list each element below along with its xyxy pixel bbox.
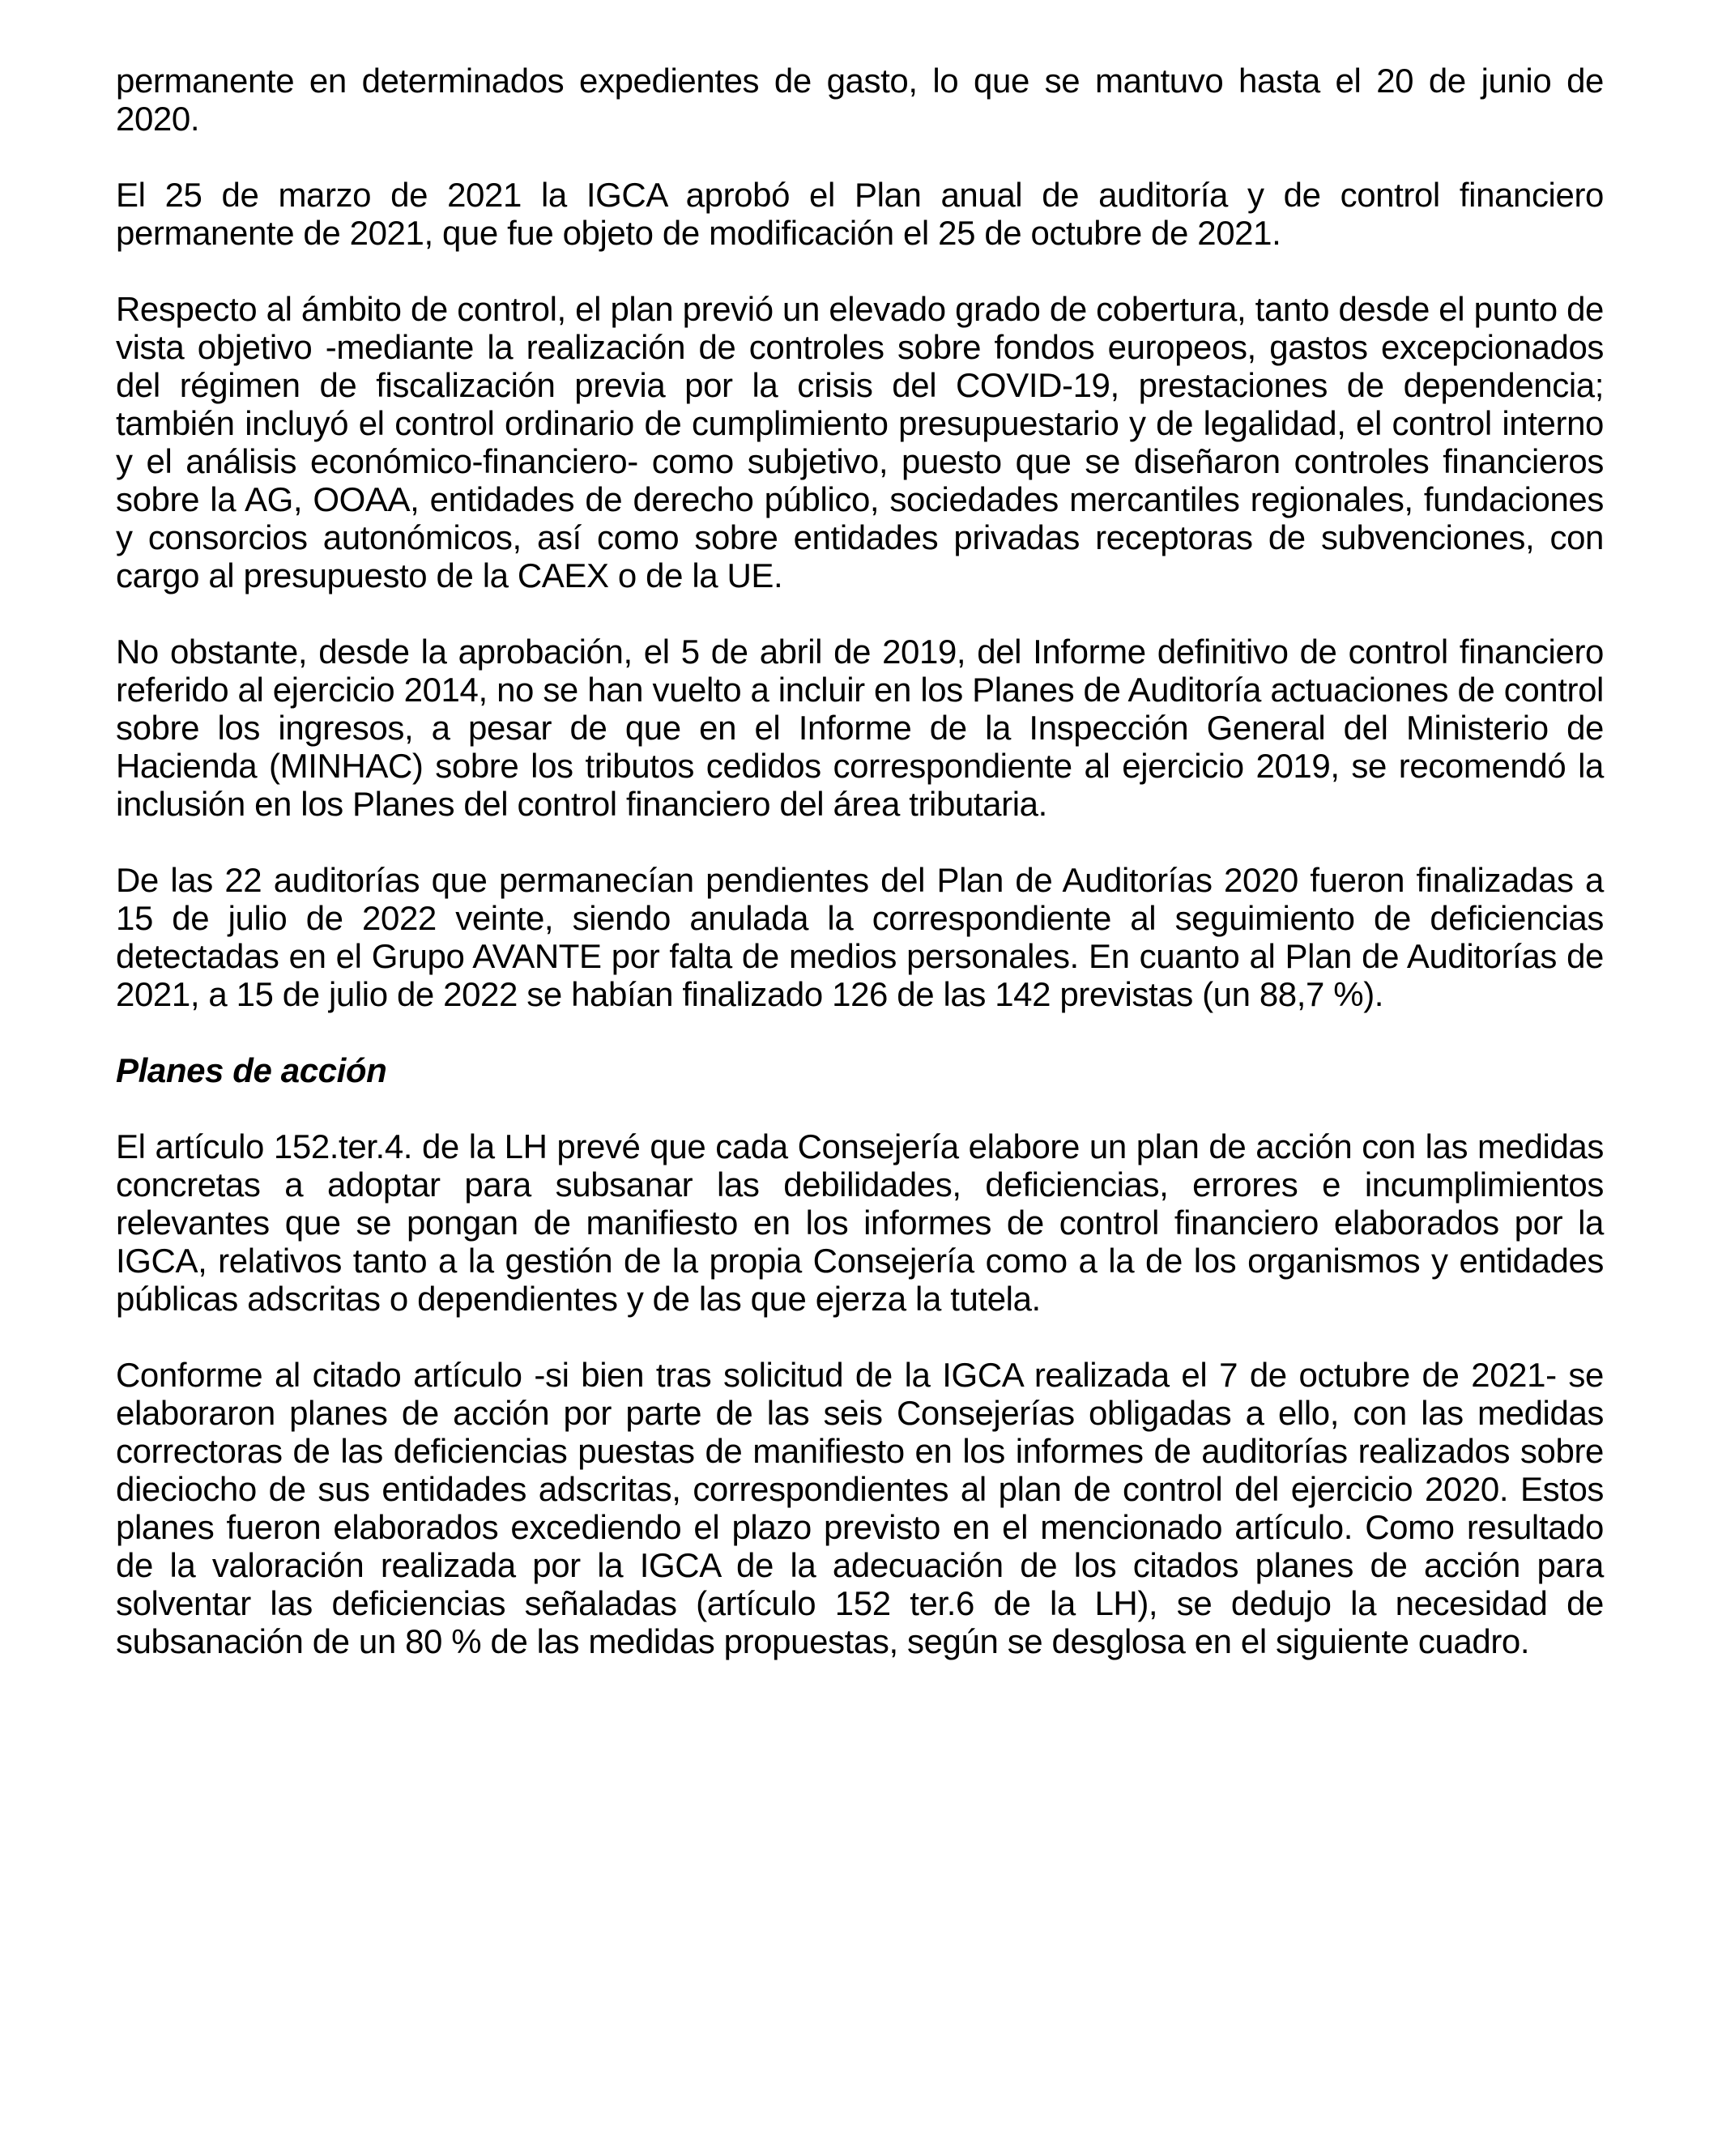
paragraph-no-obstante-ingresos: No obstante, desde la aprobación, el 5 de abril de 2019, del Informe definitivo de control financiero referido al ejercicio 2014, no se han vuelto a incluir en los Planes de Auditoría actuaciones de control sobre los ingresos, a pesar de que en el Informe de la Inspección General del Ministerio de Hacienda (MINHAC) sobre los tributos cedidos correspondiente al ejercicio 2019, se recomendó la inclusión en los Planes del control financiero del área tributaria. [116, 633, 1604, 823]
paragraph-conforme-citado-articulo: Conforme al citado artículo -si bien tras solicitud de la IGCA realizada el 7 de octubre de 2021- se elaboraron planes de acción por parte de las seis Consejerías obligadas a ello, con las medidas correctoras de las deficiencias puestas de manifiesto en los informes de auditorías realizados sobre dieciocho de sus entidades adscritas, correspondientes al plan de control del ejercicio 2020. Estos planes fueron elaborados excediendo el plazo previsto en el mencionado artículo. Como resultado de la valoración realizada por la IGCA de la adecuación de los citados planes de acción para solventar las deficiencias señaladas (artículo 152 ter.6 de la LH), se dedujo la necesidad de subsanación de un 80 % de las medidas propuestas, según se desglosa en el siguiente cuadro. [116, 1356, 1604, 1660]
paragraph-ambito-de-control: Respecto al ámbito de control, el plan previó un elevado grado de cobertura, tanto desde el punto de vista objetivo -mediante la realización de controles sobre fondos europeos, gastos excepcionados del régimen de fiscalización previa por la crisis del COVID-19, prestaciones de dependencia; también incluyó el control ordinario de cumplimiento presupuestario y de legalidad, el control interno y el análisis económico-financiero- como subjetivo, puesto que se diseñaron controles financieros sobre la AG, OOAA, entidades de derecho público, sociedades mercantiles regionales, fundaciones y consorcios autonómicos, así como sobre entidades privadas receptoras de subvenciones, con cargo al presupuesto de la CAEX o de la UE. [116, 290, 1604, 594]
paragraph-plan-anual-auditoria: El 25 de marzo de 2021 la IGCA aprobó el Plan anual de auditoría y de control financiero permanente de 2021, que fue objeto de modificación el 25 de octubre de 2021. [116, 176, 1604, 252]
section-heading-planes-de-accion: Planes de acción [116, 1051, 387, 1089]
paragraph-permanente-expedientes: permanente en determinados expedientes de gasto, lo que se mantuvo hasta el 20 de junio de 2020. [116, 62, 1604, 138]
paragraph-articulo-152-ter-4: El artículo 152.ter.4. de la LH prevé que cada Consejería elabore un plan de acción con las medidas concretas a adoptar para subsanar las debilidades, deficiencias, errores e incumplimientos relevantes que se pongan de manifiesto en los informes de control financiero elaborados por la IGCA, relativos tanto a la gestión de la propia Consejería como a la de los organismos y entidades públicas adscritas o dependientes y de las que ejerza la tutela. [116, 1127, 1604, 1318]
paragraph-auditorias-pendientes: De las 22 auditorías que permanecían pendientes del Plan de Auditorías 2020 fueron finalizadas a 15 de julio de 2022 veinte, siendo anulada la correspondiente al seguimiento de deficiencias detectadas en el Grupo AVANTE por falta de medios personales. En cuanto al Plan de Auditorías de 2021, a 15 de julio de 2022 se habían finalizado 126 de las 142 previstas (un 88,7 %). [116, 861, 1604, 1013]
